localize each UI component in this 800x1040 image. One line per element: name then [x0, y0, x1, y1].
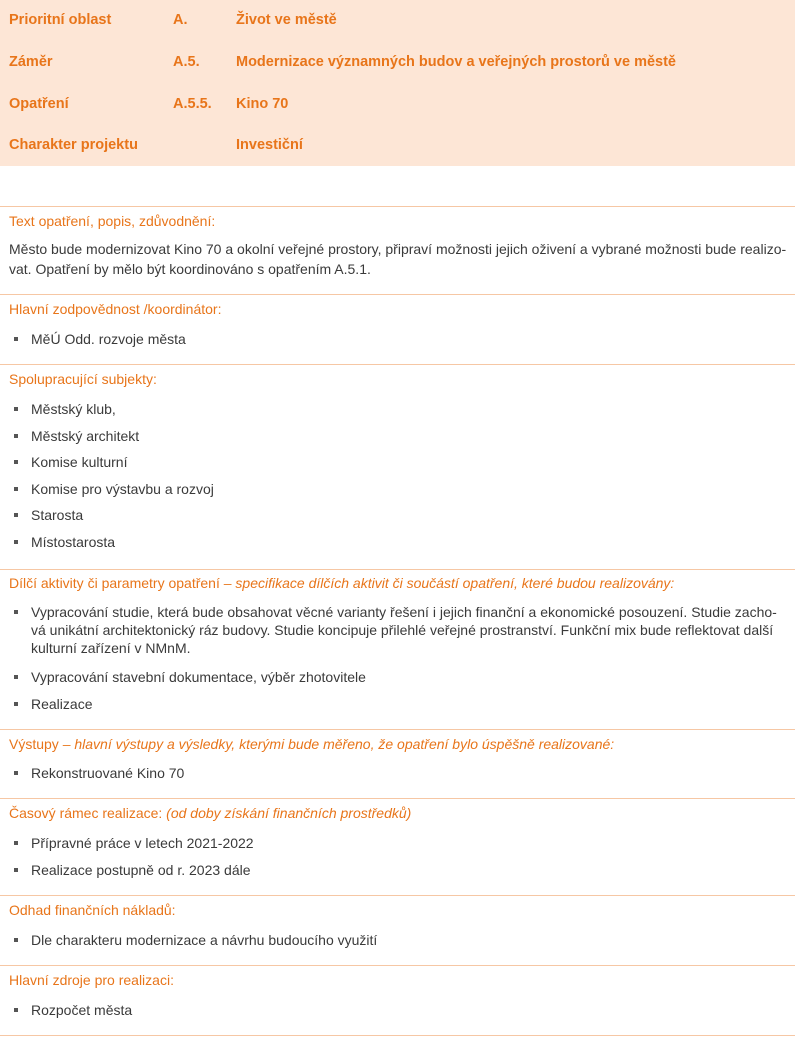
- item-line: vá unikátní architektonický ráz budovy. Studie koncipuje přilehlé veřejné prostranství. Funkční mix bude reflektovat další: [31, 622, 774, 638]
- section-title-costs: Odhad finančních nákladů:: [9, 902, 176, 918]
- costs-list: [0, 931, 795, 949]
- title-main: Časový rámec realizace:: [9, 805, 163, 821]
- list-item: Místostarosta: [0, 533, 795, 551]
- list-item: Komise pro výstavbu a rozvoj: [0, 480, 795, 498]
- title-subtitle: (od doby získání finančních prostředků): [162, 805, 412, 821]
- header-value: Život ve městě: [236, 12, 337, 28]
- list-item: Realizace postupně od r. 2023 dále: [0, 861, 795, 879]
- list-item: Rekonstruované Kino 70: [0, 764, 795, 782]
- section-title-partners: Spolupracující subjekty:: [9, 371, 157, 387]
- header-code: A.: [173, 12, 188, 28]
- item-line: kulturní zařízení v NMnM.: [31, 640, 191, 656]
- outputs-list: [0, 764, 795, 782]
- header-value: Modernizace významných budov a veřejných prostorů ve městě: [236, 54, 676, 70]
- list-item: Rozpočet města: [0, 1001, 795, 1019]
- section-divider: [0, 364, 795, 365]
- header-row-intent: [0, 54, 795, 74]
- header-code: A.5.: [173, 54, 200, 70]
- section-divider: [0, 1035, 795, 1036]
- title-subtitle: – specifikace dílčích aktivit či součástí opatření, které budou realizovány:: [219, 575, 675, 591]
- item-line: Vypracování studie, která bude obsahovat věcné varianty řešení i jejich finanční a ekonomické posouzení. Studie zacho-: [31, 604, 777, 620]
- section-divider: [0, 895, 795, 896]
- header-value: Investiční: [236, 137, 303, 153]
- title-subtitle: – hlavní výstupy a výsledky, kterými bude měřeno, že opatření bylo úspěšně realizované:: [58, 736, 615, 752]
- responsibility-list: [0, 330, 795, 348]
- section-text-body: [9, 239, 789, 279]
- list-item: Vypracování stavební dokumentace, výběr zhotovitele: [0, 668, 795, 686]
- list-item: [0, 603, 795, 657]
- list-item: Městský architekt: [0, 427, 795, 445]
- header-panel: [0, 0, 795, 166]
- list-item: Realizace: [0, 695, 795, 713]
- header-label: Prioritní oblast: [9, 12, 112, 28]
- list-item: Městský klub,: [0, 400, 795, 418]
- paragraph-line: vat. Opatření by mělo být koordinováno s opatřením A.5.1.: [9, 261, 371, 277]
- header-row-measure: [0, 96, 795, 116]
- section-divider: [0, 729, 795, 730]
- section-divider: [0, 569, 795, 570]
- section-title-text: Text opatření, popis, zdůvodnění:: [9, 213, 216, 229]
- section-divider: [0, 965, 795, 966]
- section-title-sources: Hlavní zdroje pro realizaci:: [9, 972, 174, 988]
- sources-list: [0, 1001, 795, 1019]
- section-title-responsibility: Hlavní zodpovědnost /koordinátor:: [9, 301, 222, 317]
- list-item: Komise kulturní: [0, 453, 795, 471]
- header-value: Kino 70: [236, 96, 289, 112]
- partners-list: [0, 400, 795, 551]
- section-title-outputs: [9, 736, 614, 752]
- title-main: Dílčí aktivity či parametry opatření: [9, 575, 220, 591]
- header-row-priority: [0, 12, 795, 32]
- section-divider: [0, 294, 795, 295]
- list-item: MěÚ Odd. rozvoje města: [0, 330, 795, 348]
- section-title-activities: [9, 575, 674, 591]
- activities-list: [0, 603, 795, 713]
- title-main: Výstupy: [9, 736, 59, 752]
- list-item: Starosta: [0, 506, 795, 524]
- header-label: Charakter projektu: [9, 137, 138, 153]
- header-code: A.5.5.: [173, 96, 212, 112]
- list-item: Přípravné práce v letech 2021-2022: [0, 834, 795, 852]
- list-item: Dle charakteru modernizace a návrhu budoucího využití: [0, 931, 795, 949]
- section-divider: [0, 798, 795, 799]
- header-label: Opatření: [9, 96, 69, 112]
- section-divider: [0, 206, 795, 207]
- header-label: Záměr: [9, 54, 53, 70]
- paragraph-line: Město bude modernizovat Kino 70 a okolní veřejné prostory, připraví možnosti jejich oživení a vybrané možnosti bude realizo-: [9, 241, 787, 257]
- timeframe-list: [0, 834, 795, 879]
- section-title-timeframe: [9, 805, 411, 821]
- header-row-character: [0, 137, 795, 157]
